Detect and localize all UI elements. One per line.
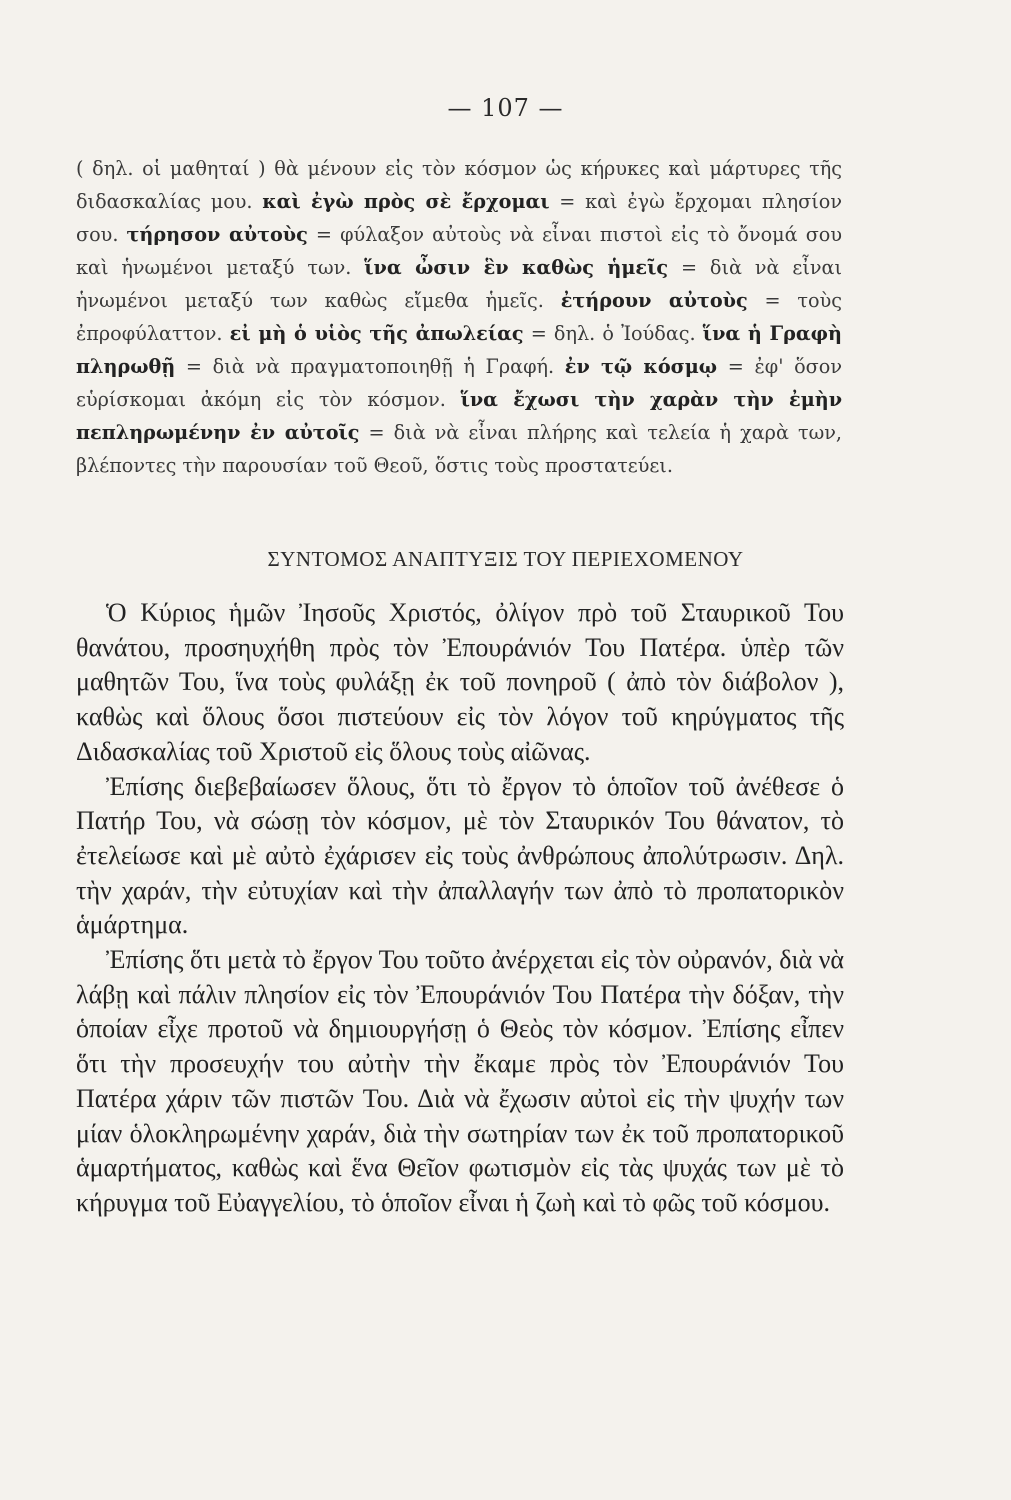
lemma: ἐν τῷ κόσμῳ [564,355,718,378]
lemma: ἐτήρουν αὐτοὺς [560,289,748,312]
lemma: ἵνα ὦσιν ἓν καθὼς ἡμεῖς [364,256,669,279]
commentary-text: = τοὺς ἐπροφύλαττον. [76,289,842,345]
summary-paragraph: Ἐπίσης διεβεβαίωσεν ὅλους, ὅτι τὸ ἔργον τὸ ὁποῖον τοῦ ἀνέθεσε ὁ Πατήρ Του, νὰ σώσῃ τὸν κόσμον, μὲ τὸν Σταυρικόν Του θάνατον, τὸ ἐτελείωσε καὶ μὲ αὐτὸ ἐχάρισεν εἰς τοὺς ἀνθρώπους ἀπολύτρωσιν. Δηλ. τὴν χαράν, τὴν εὐτυχίαν καὶ τὴν ἀπαλλαγήν των ἀπὸ τὸ προπατορικὸν ἁμάρτημα. [76,771,844,940]
commentary-text: = διὰ νὰ εἶναι πλήρης καὶ τελεία ἡ χαρὰ των, βλέποντες τὴν παρουσίαν τοῦ Θεοῦ, ὅστις τοὺς προστατεύει. [76,421,842,477]
summary-paragraph: Ἐπίσης ὅτι μετὰ τὸ ἔργον Του τοῦτο ἀνέρχεται εἰς τὸν οὐρανόν, διὰ νὰ λάβῃ καὶ πάλιν πλησίον εἰς τὸν Ἐπουράνιόν Του Πατέρα τὴν δόξαν, τὴν ὁποίαν εἶχε προτοῦ νὰ δημιουργήσῃ ὁ Θεὸς τὸν κόσμον. Ἐπίσης εἶπεν ὅτι τὴν προσευχήν του αὐτὴν τὴν ἔκαμε πρὸς τὸν Ἐπουράνιόν Του Πατέρα χάριν τῶν πιστῶν Του. Διὰ νὰ ἔχωσιν αὐτοὶ εἰς τὴν ψυχήν των μίαν ὁλοκληρωμένην χαράν, διὰ τὴν σωτηρίαν των ἐκ τοῦ προπατορικοῦ ἁμαρτήματος, καθὼς καὶ ἕνα Θεῖον φωτισμὸν εἰς τὰς ψυχάς των μὲ τὸ κήρυγμα τοῦ Εὐαγγελίου, τὸ ὁποῖον εἶναι ἡ ζωὴ καὶ τὸ φῶς τοῦ κόσμου. [76,945,844,1217]
section-heading: ΣΥΝΤΟΜΟΣ ΑΝΑΠΤΥΞΙΣ ΤΟΥ ΠΕΡΙΕΧΟΜΕΝΟΥ [267,547,744,571]
commentary-text: = δηλ. ὁ Ἰούδας. [523,322,703,345]
commentary-text: = καὶ ἐγὼ ἔρχομαι πλησίον σου. [76,190,842,246]
commentary-text: = διὰ νὰ πραγματοποιηθῇ ἡ Γραφή. [175,355,565,378]
summary-section [76,596,844,1221]
page-number: — 107 — [447,94,564,122]
lemma: ἵνα ἡ Γραφὴ πληρωθῇ [76,322,842,378]
commentary-paragraph [76,152,842,482]
lemma: εἰ μὴ ὁ υἱὸς τῆς ἀπωλείας [229,322,524,345]
lemma: τήρησον αὐτοὺς [126,223,308,246]
summary-paragraph: Ὁ Κύριος ἡμῶν Ἰησοῦς Χριστός, ὀλίγον πρὸ τοῦ Σταυρικοῦ Του θανάτου, προσηυχήθη πρὸς τὸν Ἐπουράνιόν Του Πατέρα. ὑπὲρ τῶν μαθητῶν Του, ἵνα τοὺς φυλάξῃ ἐκ τοῦ πονηροῦ ( ἀπὸ τὸν διάβολον ), καθὼς καὶ ὅλους ὅσοι πιστεύουν εἰς τὸν λόγον τοῦ κηρύγματος τῆς Διδασκαλίας τοῦ Χριστοῦ εἰς ὅλους τοὺς αἰῶνας. [76,598,844,766]
lemma: καὶ ἐγὼ πρὸς σὲ ἔρχομαι [262,190,550,213]
lemma: ἵνα ἔχωσι τὴν χαρὰν τὴν ἐμὴν πεπληρωμένην ἐν αὐτοῖς [76,388,843,444]
commentary-text: ( δηλ. οἱ μαθηταί ) θὰ μένουν εἰς τὸν κόσμον ὡς κήρυκες καὶ μάρτυρες τῆς διδασκαλίας μου. [76,157,842,213]
commentary-text: = διὰ νὰ εἶναι ἡνωμένοι μεταξύ των καθὼς εἴμεθα ἡμεῖς. [76,256,842,312]
commentary-text: = φύλαξον αὐτοὺς νὰ εἶναι πιστοὶ εἰς τὸ ὄνομά σου καὶ ἡνωμένοι μεταξύ των. [76,223,843,279]
commentary-text: = ἐφ' ὅσον εὑρίσκομαι ἀκόμη εἰς τὸν κόσμον. [76,355,843,411]
